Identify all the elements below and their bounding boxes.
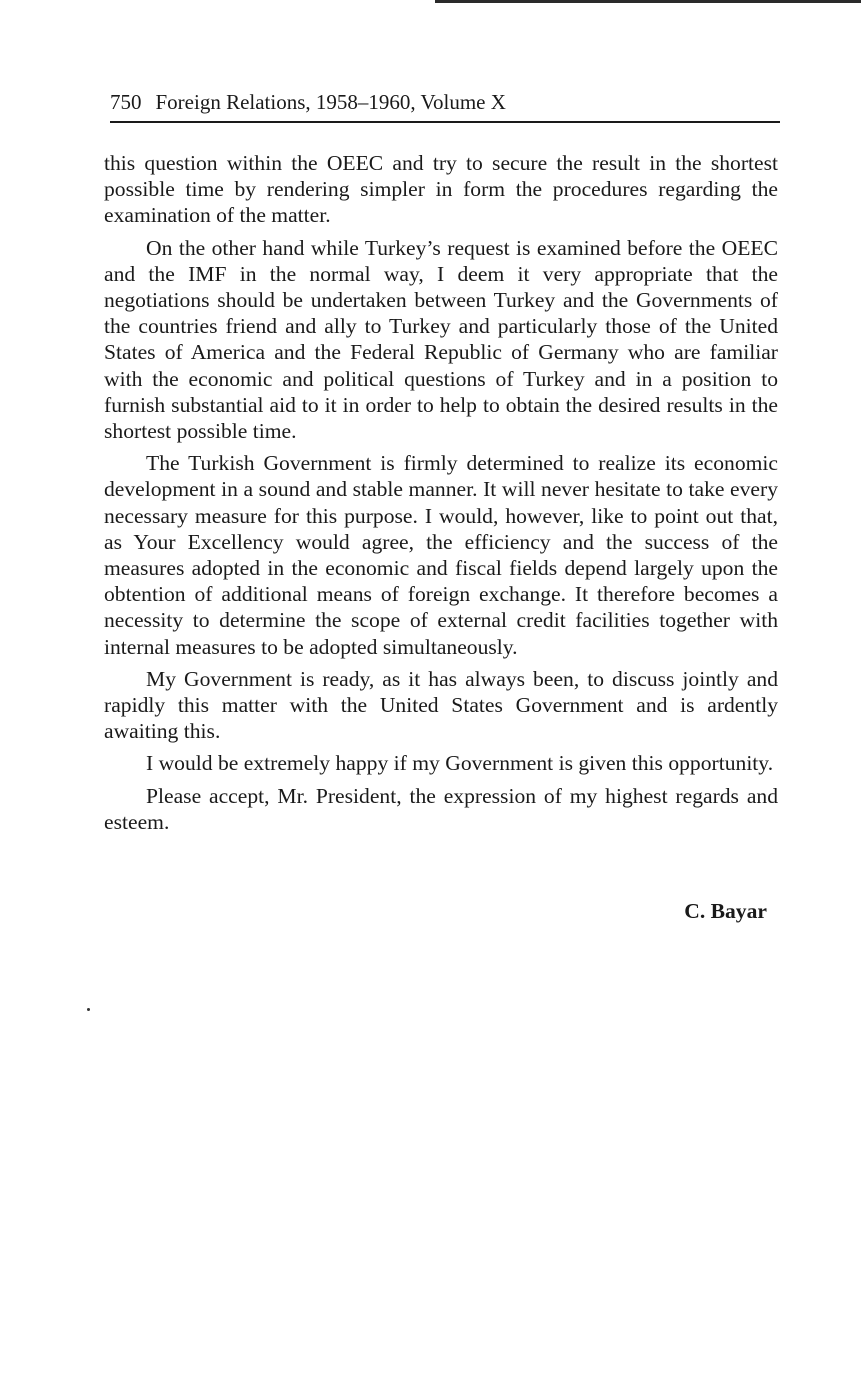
paragraph-discussion: My Government is ready, as it has always been, to discuss jointly and rapidly this matter with the United States Government and is ardently awaiting this. [104,666,778,744]
running-header [110,87,780,117]
paragraph-opportunity: I would be extremely happy if my Government is given this opportunity. [146,751,774,776]
running-title: Foreign Relations, 1958–1960, Volume X [155,90,506,114]
signature: C. Bayar [684,899,767,923]
paragraph-closing: Please accept, Mr. President, the expression of my highest regards and esteem. [104,783,778,834]
header-rule [110,121,780,123]
paragraph-negotiations: On the other hand while Turkey’s request is examined before the OEEC and the IMF in the normal way, I deem it very appropriate that the negotiations should be undertaken between Turkey and the Governments of the countries friend and ally to Turkey and particularly those of the United States of America and the Federal Republic of Germany who are familiar with the economic and political questions of Turkey and in a position to furnish substantial aid to it in order to help to obtain the desired results in the shortest possible time. [104,235,778,444]
paragraph-development: The Turkish Government is firmly determined to realize its economic development in a sound and stable manner. It will never hesitate to take every necessary measure for this purpose. I would, however, like to point out that, as Your Excellency would agree, the efficiency and the success of the measures adopted in the economic and fiscal fields depend largely upon the obtention of additional means of foreign exchange. It therefore becomes a necessity to determine the scope of external credit facilities together with internal measures to be adopted simultaneously. [104,451,778,659]
page-number: 750 [110,90,142,114]
page-top-edge [435,0,861,3]
print-speck [87,1008,90,1011]
paragraph-continuation: this question within the OEEC and try to secure the result in the shortest possible time by rendering simpler in form the procedures regarding the examination of the matter. [104,151,778,228]
letter-body [104,150,778,841]
